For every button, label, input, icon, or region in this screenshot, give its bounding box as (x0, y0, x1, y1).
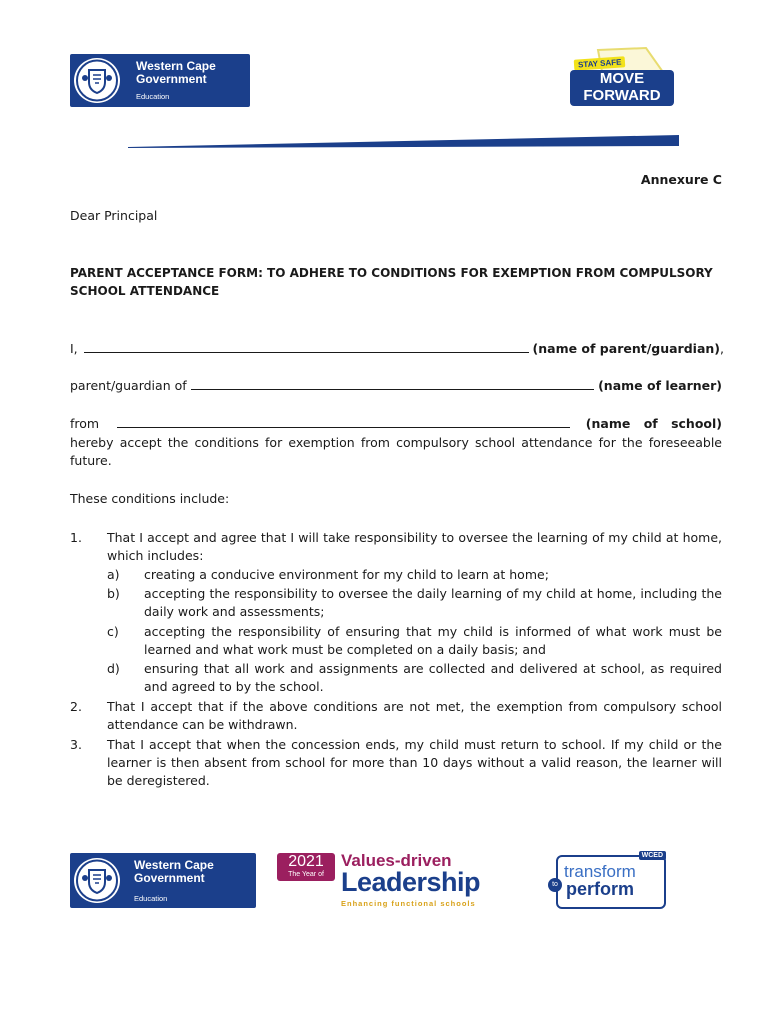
annexure-label: Annexure C (640, 172, 722, 187)
school-field-label: (name of school) (585, 416, 722, 431)
parent-name-field[interactable] (84, 340, 529, 353)
learner-field-label: (name of learner) (598, 378, 722, 393)
leadership-title: Leadership (341, 867, 481, 897)
move-forward-text: MOVE FORWARD (570, 70, 674, 106)
logo-dept: Education (136, 92, 170, 101)
parent-suffix: , (720, 341, 724, 356)
logo-dept: Education (134, 894, 168, 903)
header-divider (128, 134, 679, 148)
coat-of-arms-icon (74, 858, 120, 903)
condition-number: 1. (70, 530, 82, 545)
condition-number: 2. (70, 699, 82, 714)
stay-safe-badge: STAY SAFE (574, 56, 626, 71)
subitem-text: accepting the responsibility of ensuring that my child is informed of what work must be learned and what work must be completed on a daily basis; and (144, 624, 722, 657)
acceptance-statement: hereby accept the conditions for exemption from compulsory school attendance for the foreseeable future. (70, 435, 722, 468)
to-circle: to (548, 878, 562, 892)
parent-name-line (70, 340, 724, 358)
learner-prefix: parent/guardian of (70, 378, 191, 393)
learner-name-line (70, 377, 722, 395)
parent-prefix: I, (70, 341, 82, 356)
condition-text: That I accept and agree that I will take responsibility to oversee the learning of my child at home, which includes: (107, 530, 722, 563)
parent-field-label: (name of parent/guardian) (532, 341, 721, 356)
school-prefix: from (70, 416, 100, 431)
condition-text: That I accept that when the concession ends, my child must return to school. If my child or the learner is then absent from school for more than 10 days without a valid reason, the learner will be deregistered. (107, 737, 722, 788)
values-leadership-logo (277, 851, 529, 911)
school-name-field[interactable] (117, 415, 570, 428)
school-name-line (70, 415, 722, 433)
wcg-logo-header (70, 54, 250, 107)
transform-perform-logo (548, 851, 668, 911)
condition-number: 3. (70, 737, 82, 752)
conditions-intro: These conditions include: (70, 491, 230, 506)
subitem-label: a) (107, 567, 120, 582)
salutation: Dear Principal (70, 208, 158, 223)
coat-of-arms-icon (74, 58, 120, 103)
wced-badge: WCED (639, 851, 666, 860)
learner-name-field[interactable] (191, 377, 594, 390)
logo-name: Western Cape Government (134, 858, 214, 885)
form-title: PARENT ACCEPTANCE FORM: TO ADHERE TO CONDITIONS FOR EXEMPTION FROM COMPULSORY SCHOOL ATTENDANCE (70, 266, 713, 298)
condition-text: That I accept that if the above conditions are not met, the exemption from compulsory school attendance can be withdrawn. (107, 699, 722, 732)
subitem-text: ensuring that all work and assignments are collected and delivered at school, as required and agreed to by the school. (144, 661, 722, 694)
values-subtitle: Enhancing functional schools (341, 899, 476, 908)
year-badge: 2021 The Year of (277, 853, 335, 881)
values-title: Values-driven (341, 851, 452, 870)
move-forward-logo (568, 46, 680, 108)
subitem-text: creating a conducive environment for my child to learn at home; (144, 567, 549, 582)
perform-text: perform (566, 879, 635, 899)
logo-name: Western Cape Government (136, 59, 216, 86)
subitem-label: d) (107, 661, 120, 676)
wcg-logo-footer (70, 853, 256, 908)
transform-text: transform (564, 862, 636, 881)
subitem-text: accepting the responsibility to oversee the daily learning of my child at home, including the daily work and assessments; (144, 586, 722, 619)
subitem-label: b) (107, 586, 120, 601)
subitem-label: c) (107, 624, 119, 639)
